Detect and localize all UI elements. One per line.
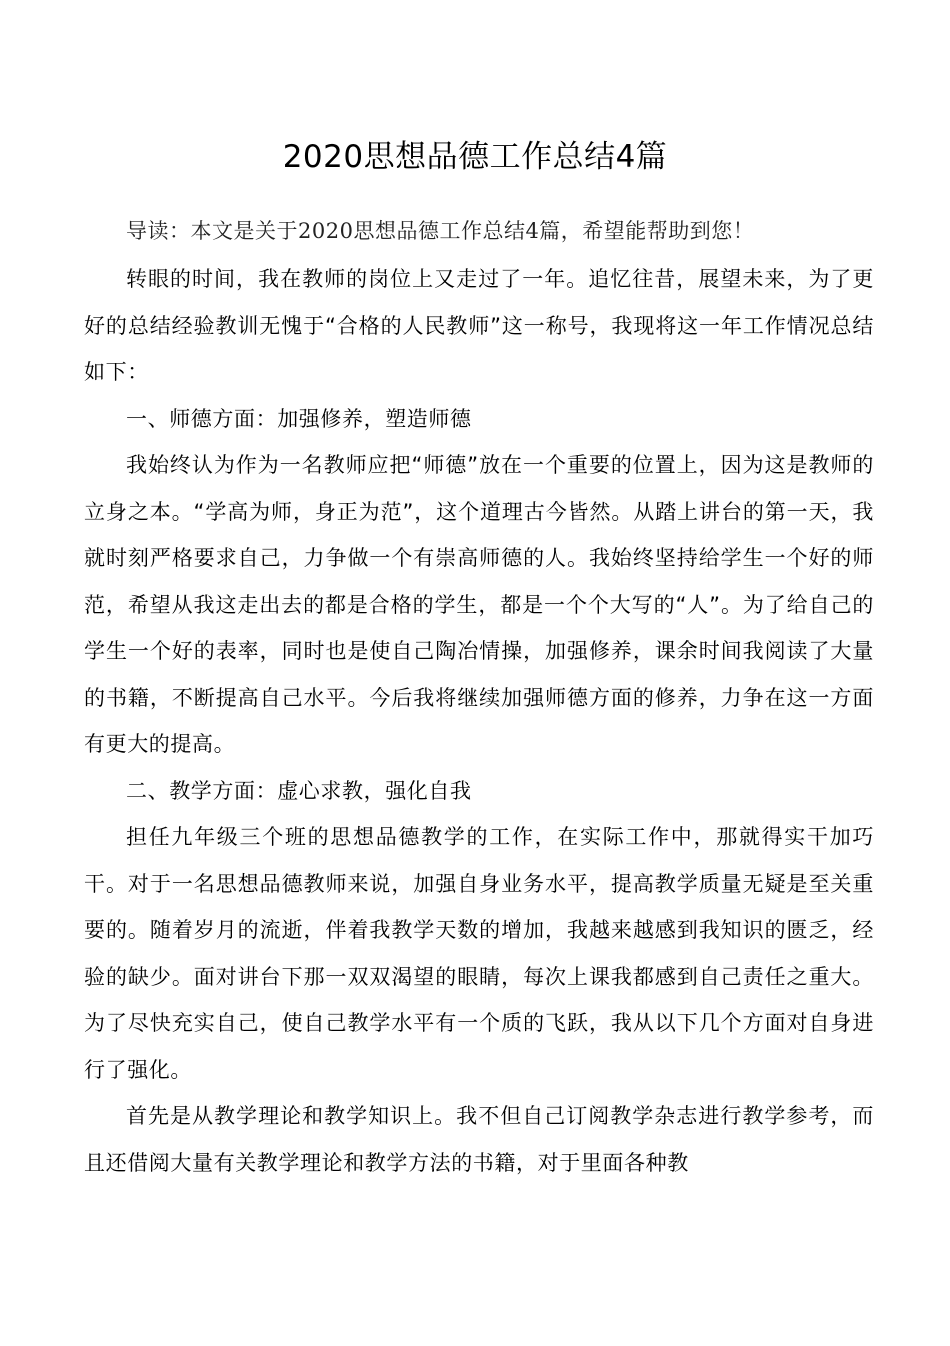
document-body [84,256,874,1186]
paragraph-teaching: 担任九年级三个班的思想品德教学的工作，在实际工作中，那就得实干加巧干。对于一名思想品德教师来说，加强自身业务水平，提高教学质量无疑是至关重要的。随着岁月的流逝，伴着我教学天数的增加，我越来越感到我知识的匮乏，经验的缺少。面对讲台下那一双双渴望的眼睛，每次上课我都感到自己责任之重大。为了尽快充实自己，使自己教学水平有一个质的飞跃，我从以下几个方面对自身进行了强化。 [84,825,874,1082]
section-heading-ethics: 一、师德方面：加强修养，塑造师德 [126,406,472,431]
paragraph-ethics: 我始终认为作为一名教师应把“师德”放在一个重要的位置上，因为这是教师的立身之本。“学高为师，身正为范”，这个道理古今皆然。从踏上讲台的第一天，我就时刻严格要求自己，力争做一个有崇高师德的人。我始终坚持给学生一个好的师范，希望从我这走出去的都是合格的学生，都是一个个大写的“人”。为了给自己的学生一个好的表率，同时也是使自己陶冶情操，加强修养，课余时间我阅读了大量的书籍，不断提高自己水平。今后我将继续加强师德方面的修养，力争在这一方面有更大的提高。 [84,453,874,756]
intro-text: 导读：本文是关于2020思想品德工作总结4篇，希望能帮助到您！ [126,219,755,243]
section-heading-teaching: 二、教学方面：虚心求教，强化自我 [126,778,472,803]
paragraph-opening: 转眼的时间，我在教师的岗位上又走过了一年。追忆往昔，展望未来，为了更好的总结经验教训无愧于“合格的人民教师”这一称号，我现将这一年工作情况总结如下： [84,267,874,384]
document-title: 2020思想品德工作总结4篇 [282,139,668,175]
paragraph-theory: 首先是从教学理论和教学知识上。我不但自己订阅教学杂志进行教学参考，而且还借阅大量有关教学理论和教学方法的书籍，对于里面各种教 [84,1104,874,1175]
